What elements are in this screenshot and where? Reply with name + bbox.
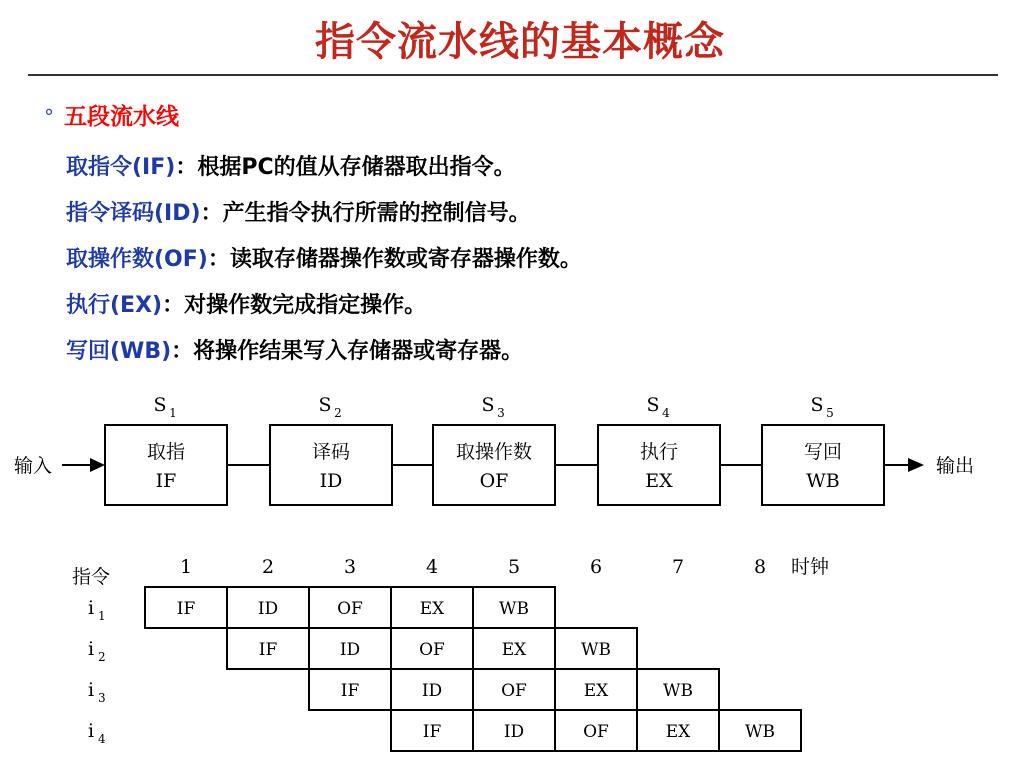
timing-cell-stage: WB xyxy=(745,722,775,742)
timing-cell-stage: ID xyxy=(339,640,361,660)
clock-number: 5 xyxy=(507,556,521,578)
timing-cell-stage: EX xyxy=(501,640,527,660)
stage-name: 取操作数 xyxy=(455,441,533,463)
definition-term: 取指令(IF) xyxy=(66,155,176,180)
timing-cell-stage: ID xyxy=(421,681,443,701)
stage-code: IF xyxy=(155,470,177,492)
timing-cell-stage: IF xyxy=(258,640,278,660)
definition-desc: ：产生指令执行所需的控制信号。 xyxy=(200,201,531,226)
instruction-label: i xyxy=(88,679,95,701)
bullet-text: 五段流水线 xyxy=(64,104,179,130)
pipeline-stage-box xyxy=(105,425,227,505)
timing-cell-stage: ID xyxy=(503,722,525,742)
stage-label: S xyxy=(810,394,824,416)
definition-desc: ：将操作结果写入存储器或寄存器。 xyxy=(171,339,524,364)
pipeline-stage-box xyxy=(270,425,392,505)
definition-term: 写回(WB) xyxy=(66,339,172,364)
instruction-label-subscript: 2 xyxy=(98,650,106,664)
definition-term: 取操作数(OF) xyxy=(66,247,208,272)
instruction-label-subscript: 1 xyxy=(98,609,106,623)
clock-number: 1 xyxy=(179,556,193,578)
pipeline-stage-box xyxy=(762,425,884,505)
stage-label-subscript: 3 xyxy=(497,406,505,420)
timing-cell-stage: IF xyxy=(422,722,442,742)
bullet-marker: ° xyxy=(44,105,54,129)
stage-code: OF xyxy=(479,470,509,492)
stage-code: WB xyxy=(806,470,840,492)
stage-code: ID xyxy=(319,470,343,492)
clock-label: 时钟 xyxy=(790,556,830,578)
instruction-label-subscript: 3 xyxy=(98,691,106,705)
stage-label-subscript: 4 xyxy=(662,406,670,420)
timing-cell-stage: OF xyxy=(419,640,445,660)
definition-desc: ：根据PC的值从存储器取出指令。 xyxy=(175,155,516,180)
slide-title: 指令流水线的基本概念 xyxy=(315,19,725,65)
timing-cell-stage: WB xyxy=(663,681,693,701)
pipeline-stage-box xyxy=(598,425,720,505)
instruction-label: i xyxy=(88,638,95,660)
definition-term: 执行(EX) xyxy=(66,293,163,318)
timing-cell-stage: OF xyxy=(583,722,609,742)
clock-number: 3 xyxy=(343,556,357,578)
definition-desc: ：读取存储器操作数或寄存器操作数。 xyxy=(207,247,582,272)
clock-number: 6 xyxy=(589,556,603,578)
timing-cell-stage: IF xyxy=(176,599,196,619)
instruction-label: i xyxy=(88,720,95,742)
pipeline-output-label: 输出 xyxy=(936,455,975,477)
definition-desc: ：对操作数完成指定操作。 xyxy=(162,293,427,318)
output-arrowhead xyxy=(908,458,924,472)
stage-name: 译码 xyxy=(311,441,351,463)
timing-cell-stage: EX xyxy=(419,599,445,619)
stage-label: S xyxy=(481,394,495,416)
timing-row-header: 指令 xyxy=(72,566,111,588)
timing-cell-stage: WB xyxy=(499,599,529,619)
stage-name: 取指 xyxy=(146,441,186,463)
timing-cell-stage: IF xyxy=(340,681,360,701)
timing-cell-stage: OF xyxy=(337,599,363,619)
clock-number: 7 xyxy=(671,556,685,578)
pipeline-stage-box xyxy=(433,425,555,505)
clock-number: 8 xyxy=(753,556,767,578)
timing-cell-stage: EX xyxy=(583,681,609,701)
stage-label: S xyxy=(646,394,660,416)
stage-name: 写回 xyxy=(803,441,843,463)
clock-number: 2 xyxy=(261,556,275,578)
instruction-label: i xyxy=(88,597,95,619)
timing-cell-stage: WB xyxy=(581,640,611,660)
timing-cell-stage: EX xyxy=(665,722,691,742)
stage-code: EX xyxy=(645,470,673,492)
stage-name: 执行 xyxy=(639,441,679,463)
stage-label: S xyxy=(318,394,332,416)
stage-label: S xyxy=(153,394,167,416)
instruction-label-subscript: 4 xyxy=(98,732,106,746)
stage-label-subscript: 5 xyxy=(826,406,834,420)
input-arrowhead xyxy=(90,458,105,472)
stage-label-subscript: 1 xyxy=(169,406,177,420)
timing-cell-stage: OF xyxy=(501,681,527,701)
pipeline-input-label: 输入 xyxy=(14,455,53,477)
stage-label-subscript: 2 xyxy=(334,406,342,420)
timing-cell-stage: ID xyxy=(257,599,279,619)
clock-number: 4 xyxy=(425,556,439,578)
definition-term: 指令译码(ID) xyxy=(66,201,201,226)
